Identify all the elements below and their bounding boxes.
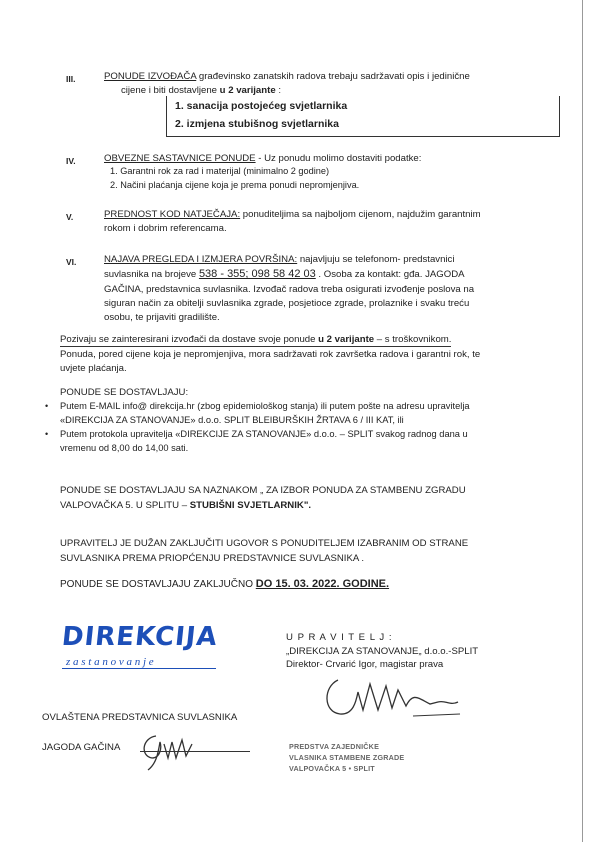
section-number: VI. (66, 257, 77, 267)
director-signature-icon (318, 672, 468, 722)
scan-edge-divider (582, 0, 583, 842)
list-item: 1. Garantni rok za rad i materijal (minimalno 2 godine) (110, 166, 330, 176)
section-text: GAČINA, predstavnica suvlasnika. Izvođač radova treba osigurati izvođenje poslova na (104, 284, 475, 295)
naznaka-line2 (60, 499, 311, 512)
ponuda-text: Ponuda, pored cijene koja je nepromjenjiva, mora sadržavati rok završetka radova i garantni rok, te (60, 349, 481, 360)
naznaka-text: PONUDE SE DOSTAVLJAJU SA NAZNAKOM „ ZA IZBOR PONUDA ZA STAMBENU ZGRADU (60, 485, 466, 496)
section-text: - Uz ponudu molimo dostaviti podatke: (255, 153, 422, 164)
deadline-line (60, 578, 389, 590)
invite-text: Pozivaju se zainteresirani izvođači da dostave svoje ponude (60, 334, 319, 345)
variants-box (166, 96, 560, 137)
naznaka-text: VALPOVAČKA 5. U SPLITU – (60, 500, 190, 511)
section-v (104, 208, 574, 221)
variant-emphasis: u 2 varijante (318, 334, 375, 345)
official-stamp (289, 742, 404, 773)
signatory-director: Direktor- Crvarić Igor, magistar prava (286, 659, 444, 670)
delivery-heading: PONUDE SE DOSTAVLJAJU: (60, 387, 189, 398)
ponuda-text: uvjete plaćanja. (60, 363, 127, 374)
stamp-text: VALPOVAČKA 5 • SPLIT (289, 764, 375, 773)
section-text: : (275, 85, 282, 96)
section-text: osobu, te prijaviti gradilište. (104, 312, 220, 323)
section-text: najavljuju se telefonom- predstavnici (297, 254, 455, 265)
section-vi (104, 253, 574, 266)
section-text: ponuditeljima sa najboljom cijenom, najdužim garantnim (240, 209, 481, 220)
representative-name: JAGODA GAČINA (42, 742, 121, 753)
delivery-text: Putem E-MAIL info@ direkcija.hr (zbog epidemiološkog stanja) ili putem pošte na adresu upravitelja (60, 401, 470, 411)
phone-numbers: 538 - 355; 098 58 42 03 (198, 268, 316, 280)
section-title: OBVEZNE SASTAVNICE PONUDE (104, 153, 256, 164)
representative-signature-icon (134, 728, 214, 772)
delivery-text: Putem protokola upravitelja «DIREKCIJE ZA STANOVANJE» d.o.o. – SPLIT svakog radnog dana u (60, 429, 468, 439)
section-title: NAJAVA PREGLEDA I IZMJERA POVRŠINA: (104, 254, 298, 265)
invite-text: – s troškovnikom. (374, 334, 452, 345)
invite-line (60, 333, 451, 347)
deadline-text: PONUDE SE DOSTAVLJAJU ZAKLJUČNO (60, 579, 256, 590)
signatory-company: „DIREKCIJA ZA STANOVANJE„ d.o.o.-SPLIT (286, 646, 479, 657)
section-text: građevinsko zanatskih radova trebaju sadržavati opis i jedinične (196, 71, 470, 82)
section-number: III. (66, 74, 76, 84)
signatory-heading: U P R A V I T E L J : (286, 632, 393, 643)
section-title: PONUDE IZVOĐAČA (104, 71, 197, 82)
deadline-date: DO 15. 03. 2022. GODINE. (255, 578, 390, 590)
logo-wordmark: DIREKCIJA (60, 622, 220, 652)
bullet-icon: • (45, 401, 49, 411)
section-title: PREDNOST KOD NATJEČAJA: (104, 209, 241, 220)
section-iv (104, 152, 421, 165)
section-text: cijene i biti dostavljene (121, 85, 220, 96)
stamp-text: VLASNIKA STAMBENE ZGRADE (289, 753, 405, 762)
bullet-icon: • (45, 429, 49, 439)
section-iii (104, 70, 574, 83)
section-vi-line2 (104, 268, 465, 281)
section-number: V. (66, 212, 74, 222)
logo-tagline: z a s t a n o v a n j e (62, 656, 216, 669)
stamp-text: PREDSTVA ZAJEDNIČKE (289, 742, 380, 751)
naznaka-subject: STUBIŠNI SVJETLARNIK". (189, 500, 312, 511)
upravitelj-text: UPRAVITELJ JE DUŽAN ZAKLJUČITI UGOVOR S PONUDITELJEM IZABRANIM OD STRANE (60, 538, 469, 549)
representative-title: OVLAŠTENA PREDSTAVNICA SUVLASNIKA (42, 712, 238, 723)
variant-emphasis: u 2 varijante (219, 85, 276, 96)
list-item: 2. Načini plaćanja cijene koja je prema ponudi nepromjenjiva. (110, 180, 360, 190)
section-text: rokom i dobrim referencama. (104, 223, 227, 234)
delivery-text: «DIREKCIJA ZA STANOVANJE» d.o.o. SPLIT BLEIBURŠKIH ŽRTAVA 6 / III KAT, ili (60, 415, 404, 425)
variant-item: 2. izmjena stubišnog svjetlarnika (175, 118, 339, 130)
section-text: siguran način za obitelji suvlasnika zgrade, posjetioce zgrade, prolaznike i svaku treću (104, 298, 470, 309)
section-text: . Osoba za kontakt: gđa. JAGODA (315, 269, 465, 280)
delivery-text: vremenu od 8,00 do 14,00 sati. (60, 443, 189, 453)
company-logo (62, 622, 232, 669)
variant-item: 1. sanacija postojećeg svjetlarnika (175, 100, 348, 112)
section-text: suvlasnika na brojeve (104, 269, 199, 280)
upravitelj-text: SUVLASNIKA PREMA PRIOPĆENJU PREDSTAVNICE SUVLASNIKA . (60, 553, 365, 564)
section-number: IV. (66, 156, 76, 166)
